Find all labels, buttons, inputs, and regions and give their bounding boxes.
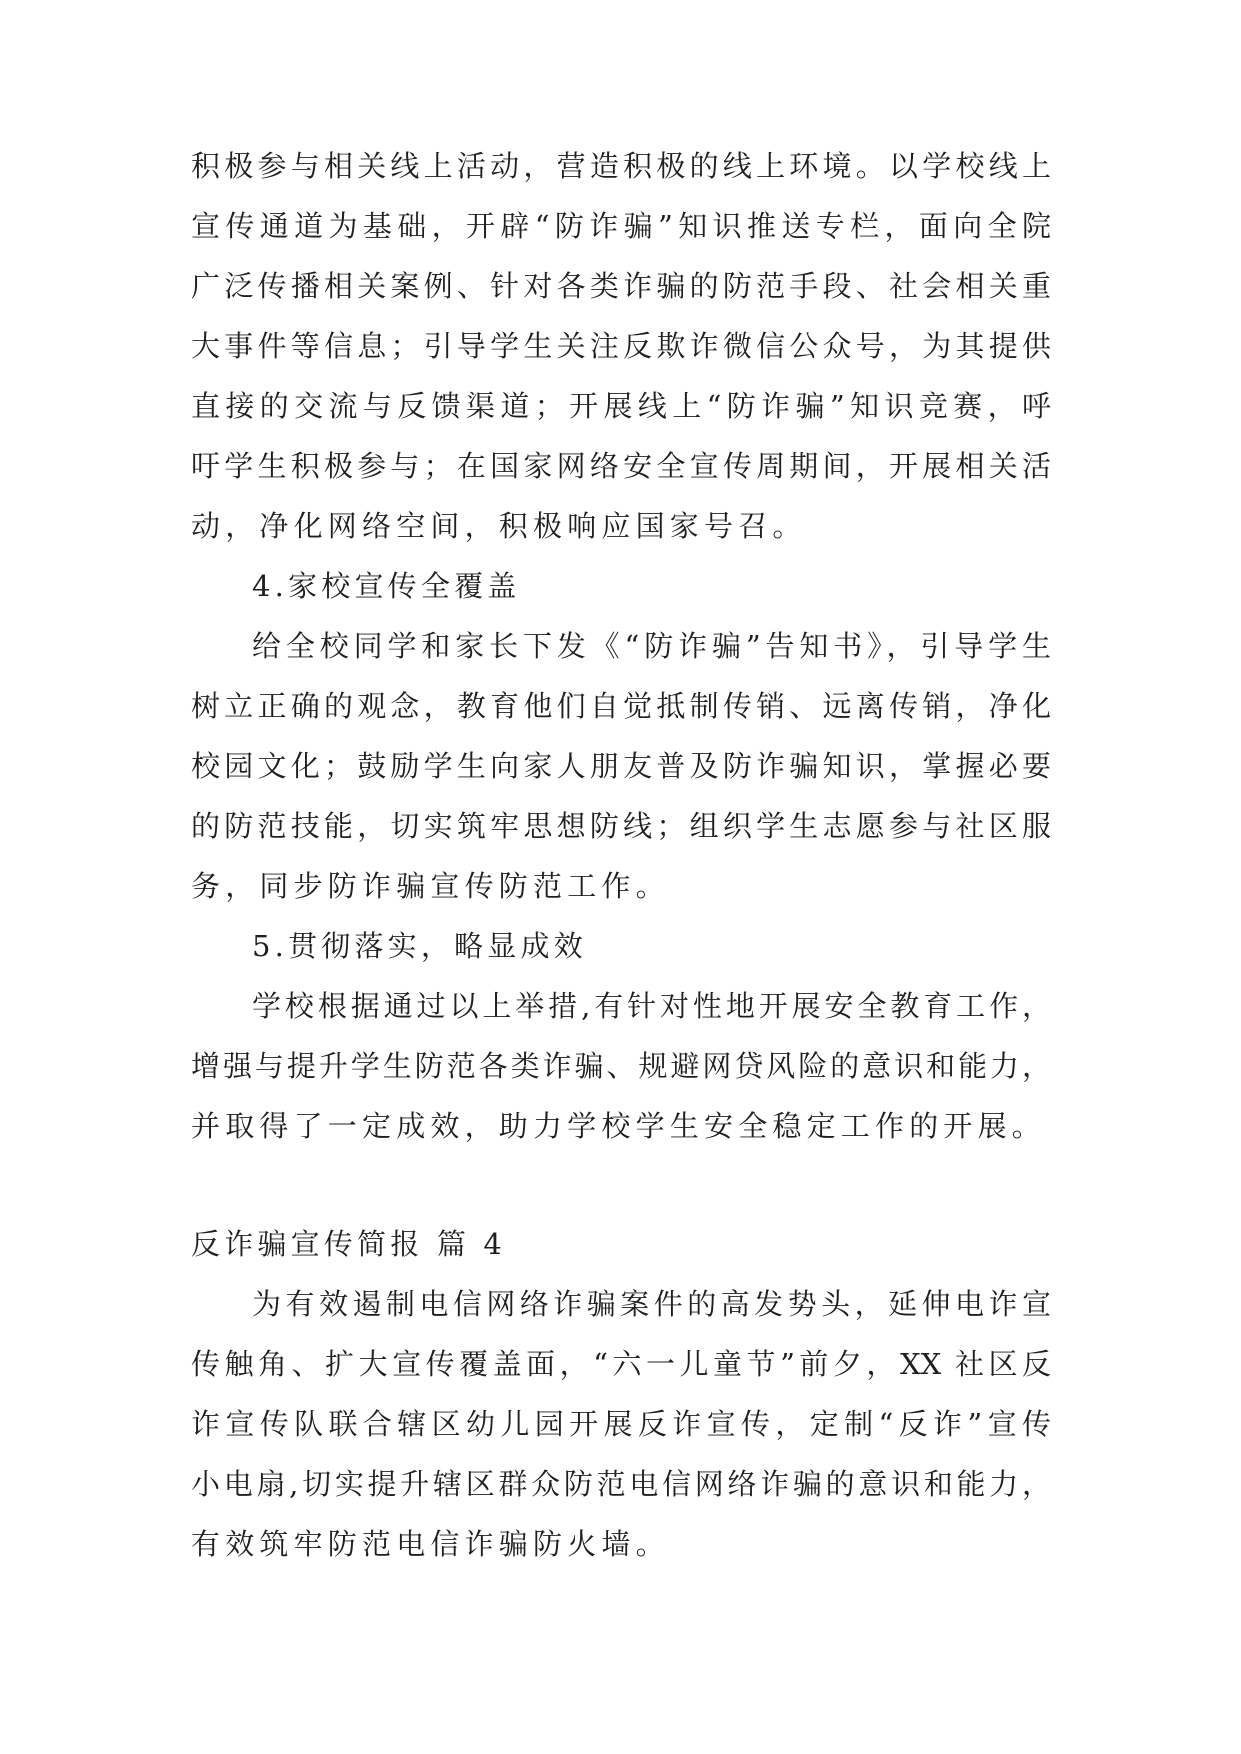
paragraph-line: 广泛传播相关案例、针对各类诈骗的防范手段、社会相关重 <box>191 269 1051 303</box>
paragraph-line: 大事件等信息；引导学生关注反欺诈微信公众号，为其提供 <box>191 329 1051 363</box>
paragraph-line: 动，净化网络空间，积极响应国家号召。 <box>191 509 807 543</box>
section-heading: 4.家校宣传全覆盖 <box>252 569 521 603</box>
paragraph-line: 诈宣传队联合辖区幼儿园开展反诈宣传，定制“反诈”宣传 <box>191 1407 1051 1441</box>
paragraph-line: 直接的交流与反馈渠道；开展线上“防诈骗”知识竞赛，呼 <box>191 389 1051 423</box>
paragraph-line: 并取得了一定成效，助力学校学生安全稳定工作的开展。 <box>191 1109 1047 1143</box>
paragraph-line: 为有效遏制电信网络诈骗案件的高发势头，延伸电诈宣 <box>252 1287 1051 1321</box>
paragraph-line: 务，同步防诈骗宣传防范工作。 <box>191 869 670 903</box>
section-heading: 5.贯彻落实，略显成效 <box>252 929 587 963</box>
paragraph-line: 校园文化；鼓励学生向家人朋友普及防诈骗知识，掌握必要 <box>191 749 1051 783</box>
paragraph-line: 小电扇,切实提升辖区群众防范电信网络诈骗的意识和能力， <box>191 1467 1051 1501</box>
paragraph-line: 增强与提升学生防范各类诈骗、规避网贷风险的意识和能力， <box>191 1049 1051 1083</box>
paragraph-line: 吁学生积极参与；在国家网络安全宣传周期间，开展相关活 <box>191 449 1051 483</box>
paragraph-line: 学校根据通过以上举措,有针对性地开展安全教育工作， <box>252 989 1051 1023</box>
paragraph-line: 有效筑牢防范电信诈骗防火墙。 <box>191 1527 670 1561</box>
article-title: 反诈骗宣传简报 篇 4 <box>191 1227 507 1261</box>
paragraph-line: 的防范技能，切实筑牢思想防线；组织学生志愿参与社区服 <box>191 809 1051 843</box>
paragraph-line: 宣传通道为基础，开辟“防诈骗”知识推送专栏，面向全院 <box>191 209 1051 243</box>
paragraph-line: 积极参与相关线上活动，营造积极的线上环境。以学校线上 <box>191 149 1051 183</box>
paragraph-line: 传触角、扩大宣传覆盖面，“六一儿童节”前夕，XX 社区反 <box>191 1347 1051 1381</box>
paragraph-line: 给全校同学和家长下发《“防诈骗”告知书》，引导学生 <box>252 629 1051 663</box>
paragraph-line: 树立正确的观念，教育他们自觉抵制传销、远离传销，净化 <box>191 689 1051 723</box>
